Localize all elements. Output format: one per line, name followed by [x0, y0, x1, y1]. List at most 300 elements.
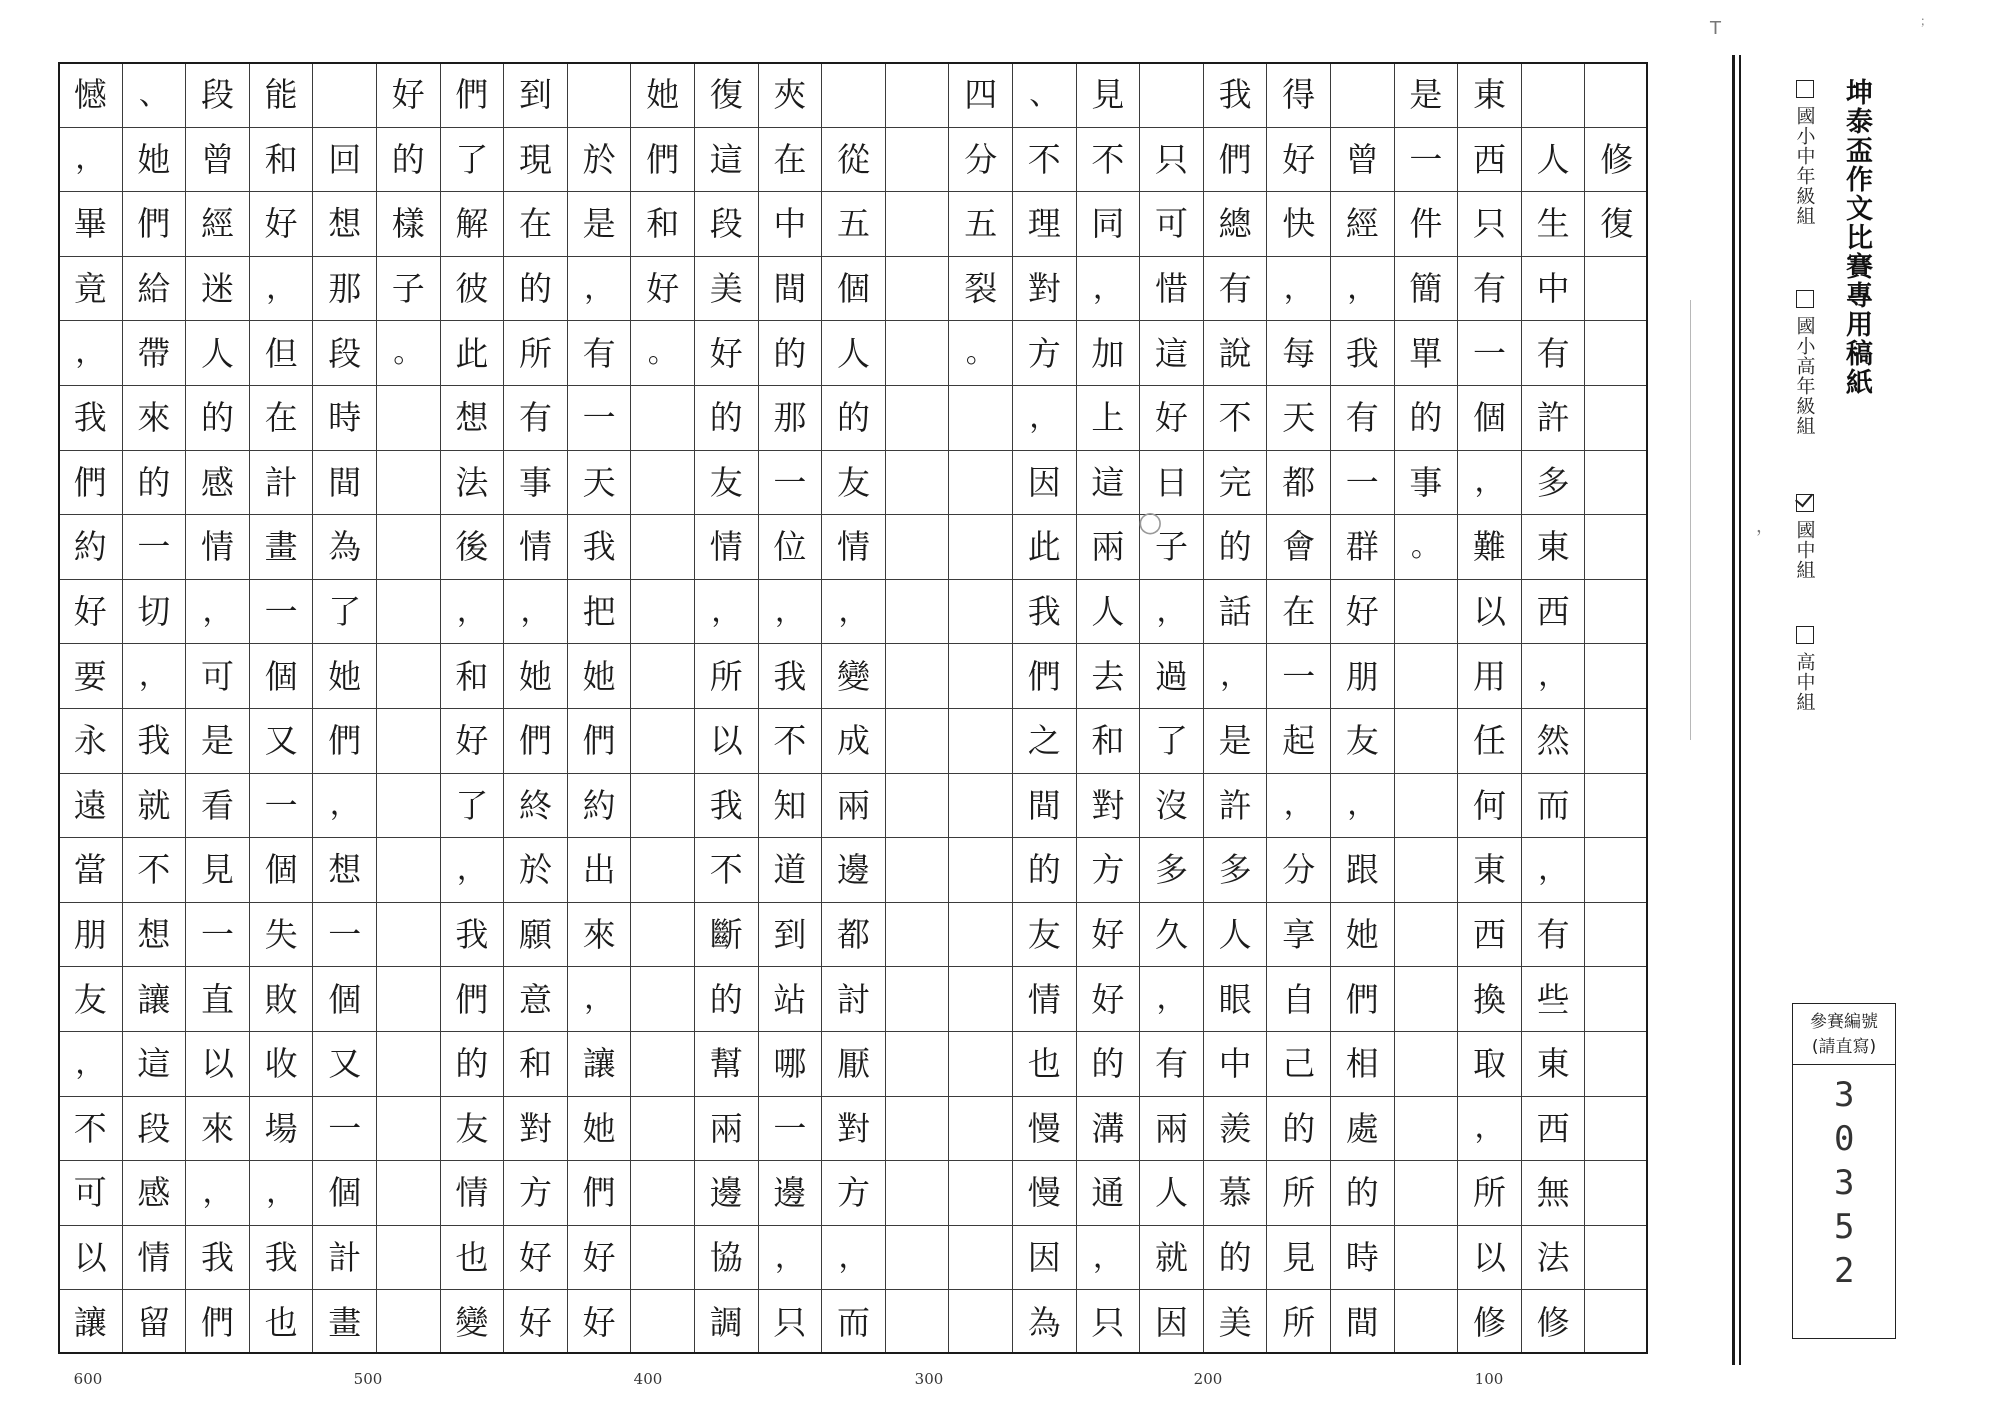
grid-cell — [376, 643, 440, 708]
grid-cell: 總 — [1203, 191, 1267, 256]
char-counter: 400 — [633, 1370, 663, 1388]
grid-cell — [885, 902, 949, 967]
grid-cell: 。 — [630, 320, 694, 385]
form-title: 坤泰盃作文比賽專用稿紙 — [1841, 78, 1872, 397]
grid-cell: ， — [1330, 773, 1394, 838]
grid-cell: 朋 — [1330, 643, 1394, 708]
grid-cell: 了 — [312, 579, 376, 644]
grid-cell: 情 — [503, 514, 567, 579]
grid-cell: 們 — [58, 450, 122, 515]
grid-cell: 好 — [1076, 902, 1140, 967]
option-junior-high[interactable] — [1790, 494, 1820, 580]
grid-cell — [1394, 1160, 1458, 1225]
grid-cell: 位 — [758, 514, 822, 579]
grid-cell: 的 — [1394, 385, 1458, 450]
grid-cell: 不 — [1203, 385, 1267, 450]
grid-cell: 見 — [1266, 1225, 1330, 1290]
grid-cell: 要 — [58, 643, 122, 708]
grid-cell: 她 — [630, 62, 694, 127]
grid-cell — [376, 966, 440, 1031]
grid-cell: 和 — [503, 1031, 567, 1096]
grid-cell — [630, 1160, 694, 1225]
grid-cell: 段 — [312, 320, 376, 385]
grid-cell: 想 — [440, 385, 504, 450]
grid-cell: 和 — [249, 127, 313, 192]
grid-cell: ， — [1203, 643, 1267, 708]
grid-cell: 在 — [1266, 579, 1330, 644]
checkbox-elementary-upper[interactable] — [1796, 290, 1814, 308]
option-label: 國中組 — [1793, 520, 1816, 580]
grid-cell: 修 — [1457, 1289, 1521, 1354]
grid-cell — [885, 450, 949, 515]
grid-cell: 個 — [1457, 385, 1521, 450]
grid-cell: 到 — [503, 62, 567, 127]
grid-cell — [1394, 773, 1458, 838]
grid-cell: 事 — [1394, 450, 1458, 515]
grid-cell: ， — [440, 837, 504, 902]
grid-cell — [948, 450, 1012, 515]
grid-cell: 起 — [1266, 708, 1330, 773]
grid-cell: 情 — [122, 1225, 186, 1290]
grid-cell — [1521, 62, 1585, 127]
grid-cell: 美 — [1203, 1289, 1267, 1354]
grid-cell: 們 — [122, 191, 186, 256]
grid-cell: 會 — [1266, 514, 1330, 579]
grid-cell: 對 — [503, 1096, 567, 1161]
grid-cell: 溝 — [1076, 1096, 1140, 1161]
grid-cell: 兩 — [821, 773, 885, 838]
grid-cell: 四 — [948, 62, 1012, 127]
grid-cell: 讓 — [122, 966, 186, 1031]
grid-cell: 得 — [1266, 62, 1330, 127]
grid-cell — [885, 837, 949, 902]
grid-cell: 段 — [694, 191, 758, 256]
grid-cell: 看 — [185, 773, 249, 838]
grid-cell: 我 — [1012, 579, 1076, 644]
char-counter: 200 — [1193, 1370, 1223, 1388]
grid-cell: 而 — [821, 1289, 885, 1354]
checkbox-elementary-middle[interactable] — [1796, 80, 1814, 98]
grid-cell — [376, 902, 440, 967]
grid-cell: 人 — [1203, 902, 1267, 967]
entry-number-box — [1792, 1003, 1896, 1339]
grid-cell: 一 — [249, 579, 313, 644]
grid-cell: 己 — [1266, 1031, 1330, 1096]
grid-cell — [630, 643, 694, 708]
grid-cell: 有 — [1203, 256, 1267, 321]
grid-cell — [885, 62, 949, 127]
grid-cell — [567, 62, 631, 127]
grid-cell: 加 — [1076, 320, 1140, 385]
grid-cell: 人 — [1521, 127, 1585, 192]
grid-cell — [1584, 1289, 1648, 1354]
grid-cell: 都 — [821, 902, 885, 967]
stray-mark: ○ — [1138, 505, 1163, 538]
grid-cell: 成 — [821, 708, 885, 773]
grid-cell: 的 — [1076, 1031, 1140, 1096]
grid-cell: 子 — [1139, 514, 1203, 579]
grid-cell: 我 — [122, 708, 186, 773]
grid-cell: 和 — [440, 643, 504, 708]
grid-cell: 個 — [312, 1160, 376, 1225]
grid-cell: ， — [1139, 966, 1203, 1031]
grid-cell: 想 — [122, 902, 186, 967]
grid-cell: 的 — [1203, 514, 1267, 579]
grid-cell — [1584, 643, 1648, 708]
grid-cell: 竟 — [58, 256, 122, 321]
grid-cell: ， — [758, 1225, 822, 1290]
grid-cell — [948, 773, 1012, 838]
grid-cell: 我 — [249, 1225, 313, 1290]
grid-cell: 的 — [821, 385, 885, 450]
grid-cell: 對 — [821, 1096, 885, 1161]
grid-cell: ， — [1457, 1096, 1521, 1161]
grid-cell — [1394, 966, 1458, 1031]
grid-cell: 西 — [1521, 579, 1585, 644]
grid-cell: 邊 — [758, 1160, 822, 1225]
grid-cell: 好 — [1266, 127, 1330, 192]
grid-cell: 只 — [758, 1289, 822, 1354]
option-elementary-upper[interactable] — [1790, 290, 1820, 436]
grid-cell: ， — [185, 1160, 249, 1225]
grid-cell: ， — [1521, 837, 1585, 902]
grid-cell: 情 — [440, 1160, 504, 1225]
grid-cell — [376, 385, 440, 450]
grid-cell: 自 — [1266, 966, 1330, 1031]
grid-cell — [1584, 773, 1648, 838]
grid-cell: 好 — [503, 1289, 567, 1354]
grid-cell: ， — [1457, 450, 1521, 515]
grid-cell — [885, 579, 949, 644]
grid-cell: 的 — [758, 320, 822, 385]
grid-cell: 們 — [440, 966, 504, 1031]
grid-cell: 一 — [249, 773, 313, 838]
grid-cell: 多 — [1203, 837, 1267, 902]
grid-cell: 此 — [1012, 514, 1076, 579]
grid-cell: ， — [58, 320, 122, 385]
grid-cell: 這 — [694, 127, 758, 192]
grid-cell: 中 — [1203, 1031, 1267, 1096]
grid-cell: 、 — [122, 62, 186, 127]
grid-cell: 取 — [1457, 1031, 1521, 1096]
grid-cell: ， — [567, 256, 631, 321]
grid-cell: 留 — [122, 1289, 186, 1354]
grid-cell: 的 — [694, 966, 758, 1031]
grid-cell: 曾 — [1330, 127, 1394, 192]
grid-cell: 直 — [185, 966, 249, 1031]
grid-cell: 生 — [1521, 191, 1585, 256]
grid-cell — [1584, 385, 1648, 450]
grid-cell: 說 — [1203, 320, 1267, 385]
grid-cell: 那 — [758, 385, 822, 450]
grid-cell — [630, 773, 694, 838]
grid-cell: ， — [567, 966, 631, 1031]
grid-cell — [1584, 966, 1648, 1031]
grid-cell — [1394, 837, 1458, 902]
grid-cell — [1584, 1096, 1648, 1161]
grid-cell: 我 — [758, 643, 822, 708]
grid-cell: 人 — [1076, 579, 1140, 644]
grid-cell: 們 — [630, 127, 694, 192]
grid-cell: 所 — [694, 643, 758, 708]
grid-cell — [1330, 62, 1394, 127]
entry-number-value[interactable]: 30352 — [1824, 1075, 1865, 1296]
grid-cell: 許 — [1521, 385, 1585, 450]
grid-cell: 有 — [567, 320, 631, 385]
grid-cell: 對 — [1076, 773, 1140, 838]
grid-cell: ， — [821, 1225, 885, 1290]
grid-cell: 到 — [758, 902, 822, 967]
grid-cell: ， — [1076, 256, 1140, 321]
grid-cell: 變 — [440, 1289, 504, 1354]
grid-cell: 想 — [312, 837, 376, 902]
grid-cell — [948, 1031, 1012, 1096]
grid-cell — [1584, 837, 1648, 902]
grid-cell: 們 — [440, 62, 504, 127]
grid-cell: 就 — [122, 773, 186, 838]
grid-cell — [948, 1289, 1012, 1354]
grid-cell — [948, 1160, 1012, 1225]
grid-cell: 跟 — [1330, 837, 1394, 902]
grid-cell: 出 — [567, 837, 631, 902]
grid-cell: 上 — [1076, 385, 1140, 450]
grid-cell: 是 — [567, 191, 631, 256]
grid-cell: 兩 — [1076, 514, 1140, 579]
grid-cell: 東 — [1457, 837, 1521, 902]
grid-cell: ， — [694, 579, 758, 644]
grid-cell: 們 — [185, 1289, 249, 1354]
grid-cell: 中 — [758, 191, 822, 256]
grid-cell: 遠 — [58, 773, 122, 838]
grid-cell — [948, 966, 1012, 1031]
grid-cell: 一 — [1330, 450, 1394, 515]
grid-cell: 復 — [694, 62, 758, 127]
grid-cell: ， — [503, 579, 567, 644]
grid-cell — [948, 708, 1012, 773]
grid-cell: 段 — [185, 62, 249, 127]
char-counter: 300 — [914, 1370, 944, 1388]
grid-cell: 兩 — [1139, 1096, 1203, 1161]
grid-cell: 過 — [1139, 643, 1203, 708]
char-counter: 600 — [73, 1370, 103, 1388]
grid-cell — [376, 1096, 440, 1161]
grid-cell: 敗 — [249, 966, 313, 1031]
grid-cell — [885, 1031, 949, 1096]
grid-cell: 人 — [1139, 1160, 1203, 1225]
grid-cell — [885, 773, 949, 838]
grid-cell: 夾 — [758, 62, 822, 127]
grid-cell: 我 — [1203, 62, 1267, 127]
grid-cell — [885, 385, 949, 450]
grid-cell: 久 — [1139, 902, 1203, 967]
grid-cell: 終 — [503, 773, 567, 838]
grid-cell: 多 — [1521, 450, 1585, 515]
grid-cell — [885, 1225, 949, 1290]
grid-cell: 我 — [185, 1225, 249, 1290]
grid-cell: 的 — [1266, 1096, 1330, 1161]
grid-cell — [1584, 1225, 1648, 1290]
grid-cell: 彼 — [440, 256, 504, 321]
grid-cell: 間 — [1330, 1289, 1394, 1354]
grid-cell — [376, 514, 440, 579]
grid-cell: 每 — [1266, 320, 1330, 385]
grid-cell: 們 — [312, 708, 376, 773]
grid-cell: 場 — [249, 1096, 313, 1161]
grid-cell: 感 — [185, 450, 249, 515]
grid-cell: 感 — [122, 1160, 186, 1225]
grid-cell — [948, 385, 1012, 450]
grid-cell: 們 — [1203, 127, 1267, 192]
grid-cell — [948, 837, 1012, 902]
grid-cell — [630, 1031, 694, 1096]
grid-cell: 友 — [1330, 708, 1394, 773]
grid-cell: 斷 — [694, 902, 758, 967]
grid-cell: 以 — [58, 1225, 122, 1290]
grid-cell: 好 — [58, 579, 122, 644]
grid-cell: 不 — [122, 837, 186, 902]
grid-cell: 復 — [1584, 191, 1648, 256]
grid-cell — [1584, 62, 1648, 127]
grid-cell: 也 — [249, 1289, 313, 1354]
grid-cell — [885, 514, 949, 579]
grid-cell: 五 — [948, 191, 1012, 256]
grid-cell: 一 — [758, 1096, 822, 1161]
grid-cell: 失 — [249, 902, 313, 967]
grid-cell: 然 — [1521, 708, 1585, 773]
grid-cell: 因 — [1139, 1289, 1203, 1354]
grid-cell — [885, 1160, 949, 1225]
grid-cell: 約 — [58, 514, 122, 579]
grid-cell: 意 — [503, 966, 567, 1031]
grid-cell: 邊 — [821, 837, 885, 902]
grid-cell: 也 — [1012, 1031, 1076, 1096]
grid-cell: 她 — [312, 643, 376, 708]
essay-grid — [58, 62, 1648, 1354]
grid-cell: 簡 — [1394, 256, 1458, 321]
grid-cell: 討 — [821, 966, 885, 1031]
grid-cell: 友 — [821, 450, 885, 515]
grid-cell: 只 — [1139, 127, 1203, 192]
grid-cell: 間 — [1012, 773, 1076, 838]
grid-cell: 個 — [821, 256, 885, 321]
grid-cell: 畢 — [58, 191, 122, 256]
grid-cell: 眼 — [1203, 966, 1267, 1031]
grid-cell: ， — [758, 579, 822, 644]
grid-cell: 讓 — [567, 1031, 631, 1096]
grid-cell: 修 — [1584, 127, 1648, 192]
grid-cell: 間 — [758, 256, 822, 321]
grid-cell: 一 — [185, 902, 249, 967]
grid-cell: 友 — [58, 966, 122, 1031]
grid-cell — [1394, 1031, 1458, 1096]
grid-cell: 帶 — [122, 320, 186, 385]
option-elementary-middle[interactable] — [1790, 80, 1820, 226]
margin-rule-thin — [1739, 55, 1741, 1365]
grid-cell: 。 — [948, 320, 1012, 385]
grid-cell: 法 — [440, 450, 504, 515]
grid-cell: 方 — [1012, 320, 1076, 385]
grid-cell: 通 — [1076, 1160, 1140, 1225]
grid-cell — [948, 643, 1012, 708]
scan-artifact — [1690, 300, 1691, 740]
grid-cell: 邊 — [694, 1160, 758, 1225]
grid-cell: 於 — [567, 127, 631, 192]
grid-cell: 、 — [1012, 62, 1076, 127]
grid-cell — [1584, 450, 1648, 515]
grid-cell: 的 — [503, 256, 567, 321]
grid-cell — [1584, 1031, 1648, 1096]
option-senior-high[interactable] — [1790, 626, 1820, 712]
grid-cell: 在 — [503, 191, 567, 256]
grid-cell: 們 — [1012, 643, 1076, 708]
grid-cell: 修 — [1521, 1289, 1585, 1354]
grid-cell: 任 — [1457, 708, 1521, 773]
grid-cell: 中 — [1521, 256, 1585, 321]
entry-note: (請直寫) — [1811, 1036, 1877, 1057]
grid-cell: 不 — [694, 837, 758, 902]
grid-cell: 友 — [1012, 902, 1076, 967]
grid-cell: ， — [440, 579, 504, 644]
grid-cell: 她 — [1330, 902, 1394, 967]
grid-cell — [885, 191, 949, 256]
grid-cell: 西 — [1521, 1096, 1585, 1161]
grid-cell: 有 — [1330, 385, 1394, 450]
grid-cell: 經 — [1330, 191, 1394, 256]
grid-cell: ， — [821, 579, 885, 644]
grid-cell: 來 — [122, 385, 186, 450]
grid-cell: ， — [1521, 643, 1585, 708]
grid-cell: 日 — [1139, 450, 1203, 515]
grid-cell — [1584, 514, 1648, 579]
grid-cell: 時 — [312, 385, 376, 450]
grid-cell: 東 — [1457, 62, 1521, 127]
grid-cell — [376, 837, 440, 902]
grid-cell: 畫 — [249, 514, 313, 579]
grid-cell: 所 — [1266, 1160, 1330, 1225]
grid-cell — [1584, 256, 1648, 321]
grid-cell: ， — [58, 1031, 122, 1096]
grid-cell: 情 — [694, 514, 758, 579]
grid-cell: 我 — [1330, 320, 1394, 385]
grid-cell — [376, 450, 440, 515]
grid-cell — [885, 643, 949, 708]
grid-cell: 不 — [1076, 127, 1140, 192]
grid-cell: 好 — [249, 191, 313, 256]
grid-cell: 的 — [376, 127, 440, 192]
grid-cell: ， — [1139, 579, 1203, 644]
grid-cell — [1394, 902, 1458, 967]
grid-cell — [630, 966, 694, 1031]
grid-cell: 不 — [58, 1096, 122, 1161]
grid-cell: 以 — [1457, 1225, 1521, 1290]
grid-cell: 。 — [376, 320, 440, 385]
grid-cell: 不 — [758, 708, 822, 773]
checkbox-junior-high[interactable] — [1796, 494, 1814, 512]
grid-cell — [1584, 708, 1648, 773]
grid-cell: 這 — [1076, 450, 1140, 515]
checkbox-senior-high[interactable] — [1796, 626, 1814, 644]
grid-cell: 又 — [249, 708, 313, 773]
grid-cell: 相 — [1330, 1031, 1394, 1096]
grid-cell: 話 — [1203, 579, 1267, 644]
grid-cell — [885, 966, 949, 1031]
grid-cell — [630, 1225, 694, 1290]
grid-cell: 方 — [1076, 837, 1140, 902]
grid-cell: 現 — [503, 127, 567, 192]
grid-cell: 但 — [249, 320, 313, 385]
grid-cell: 她 — [122, 127, 186, 192]
grid-cell — [885, 708, 949, 773]
